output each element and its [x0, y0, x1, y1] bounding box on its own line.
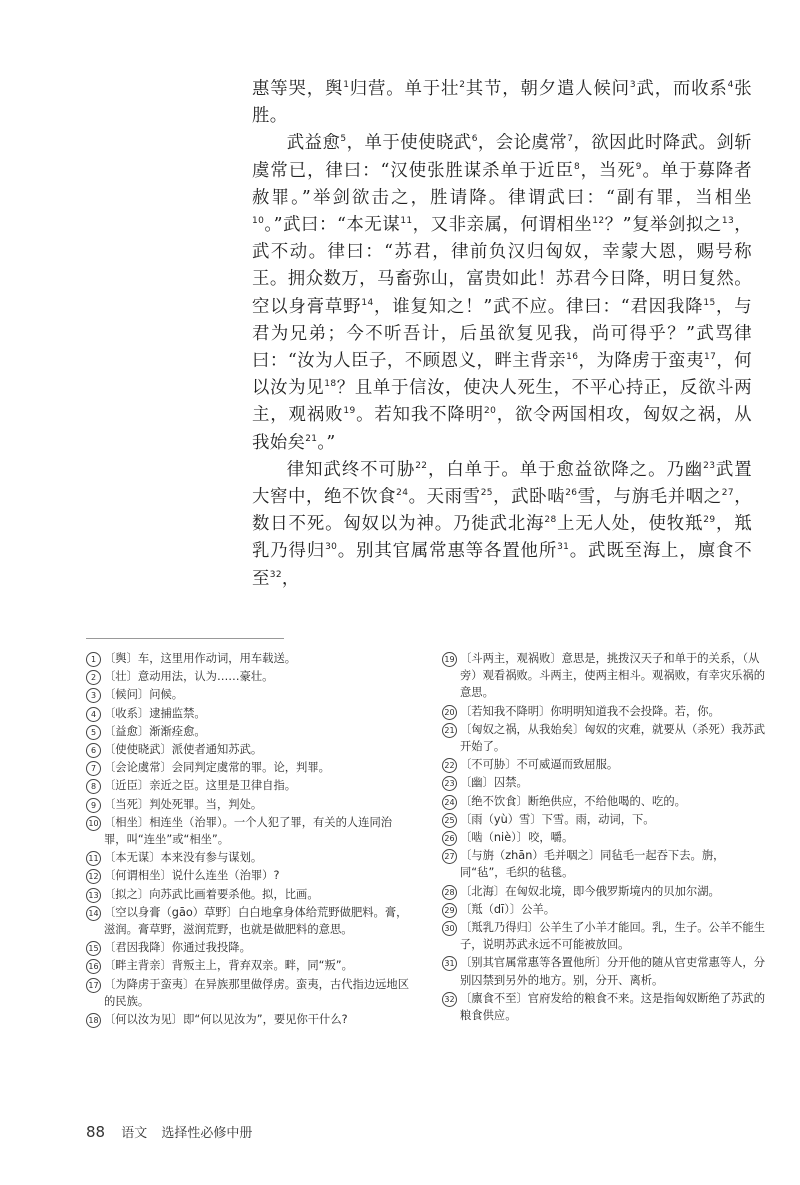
text-run: ，白单于。单于愈益欲降之。乃幽: [427, 459, 704, 480]
text-run: 。”: [317, 432, 336, 453]
text-run: 张胜。: [252, 79, 752, 127]
footnote-text: 〔何以汝为见〕即“何以见汝为”，要见你干什么?: [104, 1013, 348, 1027]
footnote-number: 14: [86, 906, 101, 921]
footnote: [86, 849, 412, 866]
footnote: [86, 650, 412, 667]
book-volume: 选择性必修中册: [161, 1126, 253, 1141]
footnote-text: 〔啮（niè）〕咬，嚼。: [460, 831, 574, 845]
footnote-ref[interactable]: 30: [325, 542, 338, 553]
text-run: 上无人处，使牧羝: [556, 514, 704, 535]
text-run: ，与君为兄弟；今不听吾计，后虽欲复见我，尚可得乎？”武骂律曰：“汝为人臣子，不顾恩义，畔主背亲: [252, 296, 752, 372]
footnote: [86, 705, 412, 722]
footnote-text: 〔君因我降〕你通过我投降。: [104, 941, 251, 955]
footnotes-right: [442, 650, 768, 1025]
footnote-ref[interactable]: 16: [566, 352, 579, 363]
text-run: 。单于募降者赦罪。”举剑欲击之，胜请降。律谓武曰：“副有罪，当相坐: [252, 160, 752, 208]
text-run: 。若知我不降明: [355, 405, 484, 426]
footnote-number: 27: [442, 849, 457, 864]
text-run: ，: [281, 568, 300, 589]
footnote-text: 〔当死〕判处死罪。当，判处。: [104, 797, 263, 811]
text-run: ，羝乳乃得归: [252, 514, 752, 562]
footnote-ref[interactable]: 26: [565, 488, 578, 499]
text-run: 律知武终不可胁: [286, 459, 416, 480]
footnote-ref[interactable]: 7: [567, 134, 574, 145]
text-run: 其节，朝夕遣人候问: [465, 79, 630, 99]
footnote-number: 21: [442, 723, 457, 738]
footnote-number: 12: [86, 869, 101, 884]
footnote: [86, 814, 412, 848]
paragraph: [252, 130, 752, 456]
footnote: [442, 990, 768, 1024]
footnote-ref[interactable]: 1: [343, 80, 350, 91]
text-run: 。天雨雪: [408, 487, 481, 508]
text-run: 武益愈: [286, 133, 341, 154]
text-run: 武，而收系: [635, 79, 728, 99]
footnote: [442, 811, 768, 828]
footnote-ref[interactable]: 17: [704, 352, 717, 363]
footnote-ref[interactable]: 14: [361, 297, 374, 308]
text-run: 惠等哭，舆: [252, 79, 344, 99]
footnote-ref[interactable]: 24: [396, 488, 409, 499]
footnote-ref[interactable]: 25: [480, 488, 493, 499]
footnote-ref[interactable]: 15: [703, 297, 716, 308]
footnote: [86, 904, 412, 938]
main-text: [252, 76, 752, 593]
text-run: ，武不动。律曰：“苏君，律前负汉归匈奴，幸蒙大恩，赐号称王。拥众数万，马畜弥山，富贵如此！苏君今日降，明日复然。空以身膏草野: [252, 215, 752, 317]
footnote-text: 〔幽〕囚禁。: [460, 776, 528, 790]
footnote-ref[interactable]: 22: [415, 461, 428, 472]
footnote-text: 〔匈奴之祸，从我始矣〕匈奴的灾难，就要从（杀死）我苏武开始了。: [460, 722, 766, 754]
footnote-text: 〔本无谋〕本来没有参与谋划。: [104, 851, 263, 865]
footnote-number: 9: [86, 798, 101, 813]
footnote-number: 11: [86, 851, 101, 866]
footnote-text: 〔不可胁〕不可威逼而致屈服。: [460, 758, 619, 772]
footnote-number: 1: [86, 652, 101, 667]
footnote-ref[interactable]: 6: [471, 134, 478, 145]
footnote-number: 8: [86, 779, 101, 794]
footnote-number: 2: [86, 670, 101, 685]
footnote-text: 〔舆〕车，这里用作动词，用车载送。: [104, 652, 297, 665]
footnote: [442, 847, 768, 881]
text-run: ，欲因此时降武。剑斩虞常已，律曰：“汉使张胜谋杀单于近臣: [252, 133, 752, 181]
footnote-text: 〔羝乳乃得归〕公羊生了小羊才能回。乳，生子。公羊不能生子，说明苏武永远不可能被放回。: [460, 921, 766, 952]
footnote: [86, 939, 412, 956]
footnote-number: 17: [86, 978, 101, 993]
footnote-ref[interactable]: 20: [484, 406, 497, 417]
footnote-number: 15: [86, 941, 101, 956]
text-run: ，为降虏于蛮夷: [578, 351, 704, 372]
footnote: [442, 756, 768, 773]
footnote: [86, 867, 412, 884]
footnote-ref[interactable]: 9: [635, 161, 642, 172]
footnote-text: 〔羝（dī）〕公羊。: [460, 902, 556, 916]
footnote-ref[interactable]: 28: [544, 515, 557, 526]
footnote: [86, 668, 412, 685]
footnote-number: 29: [442, 903, 457, 918]
footnote: [86, 976, 412, 1010]
text-run: ，数日不死。匈奴以为神。乃徙武北海: [252, 487, 752, 535]
footnote: [442, 901, 768, 918]
paragraph: [252, 76, 752, 130]
footnote-text: 〔会论虞常〕会同判定虞常的罪。论，判罪。: [104, 761, 330, 775]
page-number: 88: [86, 1123, 106, 1141]
footnote-number: 10: [86, 816, 101, 831]
footnote-text: 〔壮〕意动用法，认为……豪壮。: [104, 670, 274, 684]
footnote-text: 〔绝不饮食〕断绝供应，不给他喝的、吃的。: [460, 794, 686, 808]
footnote-number: 22: [442, 758, 457, 773]
footnote-text: 〔与旃（zhān）毛并咽之〕同毡毛一起吞下去。旃，同“毡”，毛织的毡毯。: [460, 849, 725, 880]
footnote-text: 〔北海〕在匈奴北境，即今俄罗斯境内的贝加尔湖。: [460, 884, 720, 898]
footnote: [442, 919, 768, 953]
footnote-ref[interactable]: 11: [400, 216, 413, 227]
footnote-text: 〔斗两主，观祸败〕意思是，挑拨汉天子和单于的关系，（从旁）观看祸败。斗两主，使两主相斗。观祸败，有幸灾乐祸的意思。: [460, 652, 766, 700]
footnote-ref[interactable]: 31: [557, 542, 570, 553]
footnote-ref[interactable]: 12: [592, 216, 605, 227]
footnote-ref[interactable]: 18: [324, 379, 337, 390]
footnote-text: 〔相坐〕相连坐（治罪）。一个人犯了罪，有关的人连同治罪，叫“连坐”或“相坐”。: [104, 815, 393, 847]
footnote-text: 〔候问〕问候。: [104, 688, 184, 702]
footnote-ref[interactable]: 19: [343, 406, 356, 417]
footnote: [442, 774, 768, 791]
footnote-text: 〔使使晓武〕派使者通知苏武。: [104, 743, 263, 757]
footnote-ref[interactable]: 29: [703, 515, 716, 526]
footnote-number: 13: [86, 888, 101, 903]
footnote: [86, 886, 412, 903]
footnote-ref[interactable]: 21: [305, 433, 318, 444]
text-run: 雪，与旃毛并咽之: [577, 487, 722, 508]
book-subject: 语文: [121, 1126, 148, 1141]
footnote-number: 30: [442, 921, 457, 936]
footnote-ref[interactable]: 3: [629, 80, 636, 91]
footnote-number: 32: [442, 992, 457, 1007]
footnote-number: 28: [442, 885, 457, 900]
footnote: [86, 1011, 412, 1028]
text-run: ？且单于信汝，使决人死生，不平心持正，反欲斗两主，观祸败: [252, 378, 752, 426]
footnote-number: 19: [442, 652, 457, 667]
text-run: 。”武曰：“本无谋: [264, 215, 401, 236]
footnote-number: 20: [442, 705, 457, 720]
footnote: [442, 650, 768, 702]
footnote: [86, 741, 412, 758]
footnote-number: 6: [86, 743, 101, 758]
footnote: [442, 703, 768, 720]
footnote-ref[interactable]: 2: [459, 80, 466, 91]
footnote-number: 7: [86, 761, 101, 776]
text-run: ，欲令两国相攻，匈奴之祸，从我始矣: [252, 405, 752, 453]
text-run: 。武既至海上，廪食不至: [252, 541, 752, 589]
footnotes-left: [86, 650, 412, 1029]
footnote-text: 〔何谓相坐〕说什么连坐（治罪）?: [104, 869, 280, 883]
text-run: 归营。单于壮: [349, 79, 460, 99]
footnote-number: 3: [86, 688, 101, 703]
footnote-ref[interactable]: 8: [573, 161, 581, 172]
footnote-ref[interactable]: 10: [252, 216, 265, 227]
footnote-number: 18: [86, 1013, 101, 1028]
text-run: 武置大窖中，绝不饮食: [252, 459, 753, 508]
footnote: [86, 686, 412, 703]
footnote-text: 〔雨（yù）雪〕下雪。雨，动词，下。: [460, 812, 655, 826]
text-run: ，当死: [580, 160, 636, 181]
footnote-number: 16: [86, 959, 101, 974]
footnote-ref[interactable]: 4: [727, 80, 734, 91]
text-run: 。别其官属常惠等各置他所: [337, 541, 558, 562]
footnote-text: 〔空以身膏（gāo）草野〕白白地拿身体给荒野做肥料。膏，滋润。膏草野，滋润荒野，也就是做肥料的意思。: [104, 905, 408, 937]
footnote-text: 〔近臣〕亲近之臣。这里是卫律自指。: [104, 779, 297, 793]
footnote-ref[interactable]: 13: [721, 216, 735, 227]
footnote-divider: [86, 638, 284, 639]
footnote-text: 〔益愈〕渐渐痊愈。: [104, 724, 206, 738]
footnote-number: 5: [86, 725, 101, 740]
footnote-number: 24: [442, 795, 457, 810]
footnote: [442, 954, 768, 988]
footnote: [86, 777, 412, 794]
text-run: ，又非亲属，何谓相坐: [412, 215, 593, 236]
footnote: [86, 723, 412, 740]
text-run: ，何以汝为见: [252, 351, 753, 399]
footnote: [442, 829, 768, 846]
text-run: ？”复举剑拟之: [604, 215, 722, 236]
text-run: ，会论虞常: [477, 133, 568, 154]
footnote-text: 〔若知我不降明〕你明明知道我不会投降。若，你。: [460, 704, 720, 718]
footnote-text: 〔别其官属常惠等各置他所〕分开他的随从官吏常惠等人，分别囚禁到另外的地方。别，分开、离析。: [460, 956, 766, 987]
footnote: [442, 721, 768, 755]
footnote-ref[interactable]: 23: [703, 461, 716, 472]
footnote-text: 〔为降虏于蛮夷〕在异族那里做俘虏。蛮夷，古代指边远地区的民族。: [104, 977, 410, 1008]
footnote-number: 26: [442, 831, 457, 846]
text-run: ，谁复知之！”武不应。律曰：“君因我降: [373, 296, 704, 317]
footnote: [86, 796, 412, 813]
footnote: [442, 883, 768, 900]
footnote-ref[interactable]: 5: [340, 134, 347, 145]
page-footer: [86, 1122, 252, 1141]
footnote-text: 〔拟之〕向苏武比画着要杀他。拟，比画。: [104, 887, 319, 901]
text-run: ，单于使使晓武: [346, 133, 472, 154]
footnote-number: 31: [442, 956, 457, 971]
paragraph: [252, 457, 752, 593]
footnote-number: 25: [442, 813, 457, 828]
footnote-text: 〔廪食不至〕官府发给的粮食不来。这是指匈奴断绝了苏武的粮食供应。: [460, 991, 766, 1023]
footnote: [442, 793, 768, 810]
footnote-ref[interactable]: 27: [721, 488, 734, 499]
footnote: [86, 759, 412, 776]
footnote-text: 〔畔主背亲〕背叛主上，背弃双亲。畔，同“叛”。: [104, 959, 353, 973]
footnote-number: 4: [86, 707, 101, 722]
footnote-number: 23: [442, 776, 457, 791]
text-run: ，武卧啮: [492, 487, 566, 508]
footnote-text: 〔收系〕逮捕监禁。: [104, 706, 206, 720]
footnote-ref[interactable]: 32: [269, 569, 282, 580]
footnote: [86, 957, 412, 974]
